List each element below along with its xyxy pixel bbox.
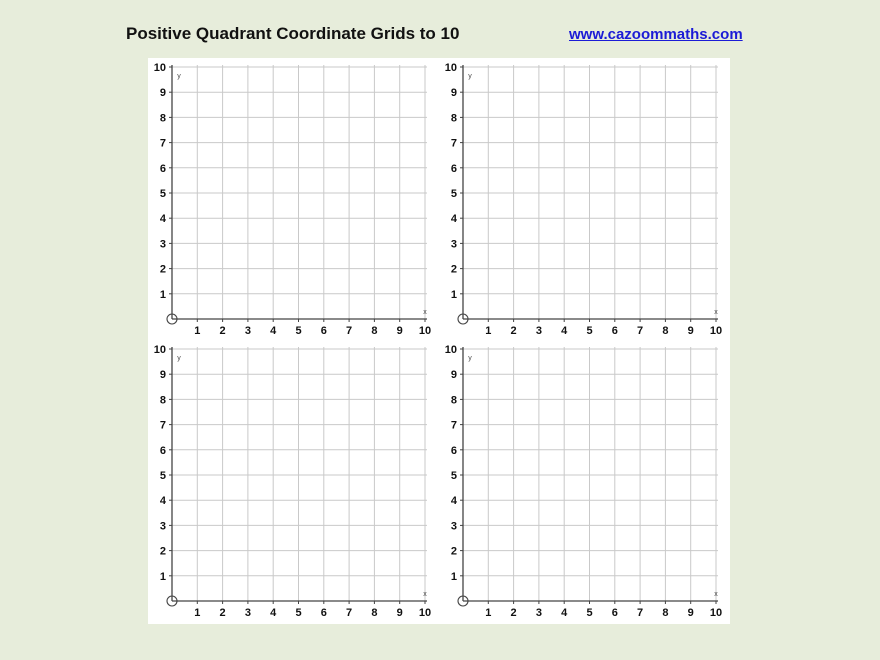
x-tick-label: 2: [219, 325, 226, 337]
y-tick-label: 2: [159, 263, 166, 276]
coordinate-grids: [148, 58, 730, 624]
y-axis-label: y: [177, 73, 181, 80]
grid-bottom-left: [154, 344, 431, 619]
y-tick-label: 4: [159, 213, 166, 226]
y-tick-label: 10: [153, 62, 166, 74]
x-axis-label: x: [423, 309, 427, 316]
x-tick-label: 5: [295, 607, 302, 619]
x-tick-label: 1: [194, 607, 201, 619]
y-tick-label: 5: [159, 188, 166, 200]
page-title: Positive Quadrant Coordinate Grids to 10: [126, 24, 460, 43]
y-axis-label: y: [468, 355, 472, 362]
y-tick-label: 3: [159, 520, 166, 533]
y-tick-label: 1: [450, 570, 457, 583]
x-tick-label: 6: [611, 325, 618, 337]
y-tick-label: 10: [444, 344, 457, 356]
y-tick-label: 4: [450, 495, 457, 508]
y-axis-label: y: [177, 355, 181, 362]
y-tick-label: 2: [450, 545, 457, 558]
y-tick-label: 1: [159, 288, 166, 301]
x-tick-label: 6: [320, 607, 327, 619]
y-tick-label: 4: [450, 213, 457, 226]
x-tick-label: 7: [346, 325, 353, 337]
x-tick-label: 8: [371, 607, 378, 619]
x-tick-label: 10: [709, 325, 723, 337]
x-tick-label: 3: [535, 607, 542, 619]
y-tick-label: 6: [159, 444, 166, 457]
grid-bottom-right: [445, 344, 722, 619]
x-axis-label: x: [714, 591, 718, 598]
x-tick-label: 9: [687, 607, 694, 619]
x-tick-label: 8: [662, 607, 669, 619]
grid-top-left: [154, 62, 431, 337]
x-tick-label: 5: [586, 325, 593, 337]
y-tick-label: 4: [159, 495, 166, 508]
x-tick-label: 9: [687, 325, 694, 337]
y-tick-label: 2: [450, 263, 457, 276]
y-tick-label: 2: [159, 545, 166, 558]
y-tick-label: 9: [450, 369, 457, 382]
y-tick-label: 8: [450, 112, 457, 125]
x-tick-label: 4: [270, 325, 277, 337]
x-tick-label: 2: [510, 607, 517, 619]
y-tick-label: 9: [159, 369, 166, 382]
x-tick-label: 6: [320, 325, 327, 337]
y-axis-label: y: [468, 73, 472, 80]
y-tick-label: 7: [159, 419, 166, 432]
x-tick-label: 5: [295, 325, 302, 337]
x-axis-label: x: [423, 591, 427, 598]
y-tick-label: 8: [159, 394, 166, 407]
y-tick-label: 3: [450, 238, 457, 251]
x-tick-label: 6: [611, 607, 618, 619]
grid-top-right: [445, 62, 722, 337]
x-tick-label: 4: [561, 325, 568, 337]
x-tick-label: 2: [510, 325, 517, 337]
y-tick-label: 6: [450, 162, 457, 175]
x-tick-label: 10: [418, 325, 432, 337]
x-tick-label: 4: [561, 607, 568, 619]
y-tick-label: 8: [450, 394, 457, 407]
y-tick-label: 3: [450, 520, 457, 533]
x-tick-label: 3: [244, 607, 251, 619]
y-tick-label: 5: [450, 470, 457, 482]
y-tick-label: 5: [159, 470, 166, 482]
x-tick-label: 8: [662, 325, 669, 337]
x-tick-label: 2: [219, 607, 226, 619]
y-tick-label: 7: [450, 137, 457, 150]
x-tick-label: 1: [194, 325, 201, 337]
x-tick-label: 10: [418, 607, 432, 619]
y-tick-label: 6: [450, 444, 457, 457]
y-tick-label: 10: [444, 62, 457, 74]
y-tick-label: 7: [159, 137, 166, 150]
worksheet-sheet: [148, 58, 730, 624]
y-tick-label: 5: [450, 188, 457, 200]
x-tick-label: 7: [346, 607, 353, 619]
y-tick-label: 8: [159, 112, 166, 125]
x-tick-label: 1: [485, 325, 492, 337]
x-tick-label: 5: [586, 607, 593, 619]
website-link[interactable]: www.cazoommaths.com: [569, 26, 743, 43]
x-tick-label: 10: [709, 607, 723, 619]
x-tick-label: 9: [396, 325, 403, 337]
x-tick-label: 7: [637, 607, 644, 619]
x-tick-label: 1: [485, 607, 492, 619]
y-tick-label: 7: [450, 419, 457, 432]
x-tick-label: 7: [637, 325, 644, 337]
x-tick-label: 9: [396, 607, 403, 619]
x-tick-label: 8: [371, 325, 378, 337]
y-tick-label: 1: [450, 288, 457, 301]
y-tick-label: 10: [153, 344, 166, 356]
y-tick-label: 6: [159, 162, 166, 175]
y-tick-label: 9: [450, 87, 457, 100]
x-tick-label: 3: [535, 325, 542, 337]
x-tick-label: 4: [270, 607, 277, 619]
y-tick-label: 1: [159, 570, 166, 583]
y-tick-label: 3: [159, 238, 166, 251]
x-tick-label: 3: [244, 325, 251, 337]
x-axis-label: x: [714, 309, 718, 316]
y-tick-label: 9: [159, 87, 166, 100]
